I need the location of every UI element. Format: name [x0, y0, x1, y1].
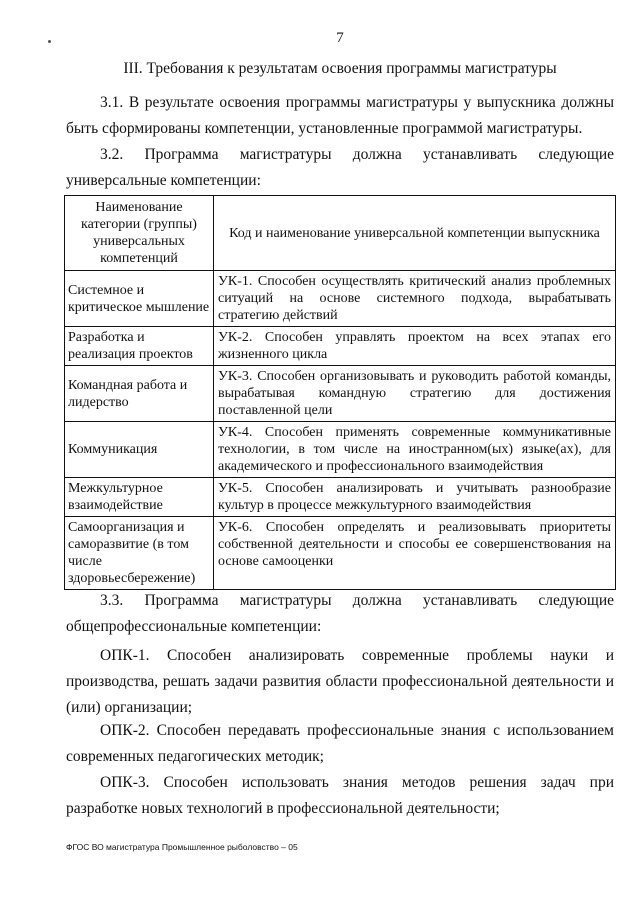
category-cell: Разработка и реализация проектов: [65, 327, 214, 366]
competence-cell: УК-4. Способен применять современные коммуникативные технологии, в том числе на иностранном(ых) языке(ах), для академического и профессионального взаимодействия: [214, 422, 616, 478]
scan-speck: [48, 40, 51, 43]
page-number: 7: [336, 30, 344, 46]
table-row: [65, 422, 616, 478]
header-category: Наименование категории (группы) универсальных компетенций: [65, 196, 214, 271]
opk-1-paragraph: ОПК-1. Способен анализировать современные проблемы науки и производства, решать задачи развития области профессиональной деятельности и (или) организации;: [66, 647, 614, 716]
paragraph-3-2: 3.2. Программа магистратуры должна устанавливать следующие универсальные компетенции:: [66, 146, 614, 189]
table-row: [65, 366, 616, 422]
competence-cell: УК-2. Способен управлять проектом на всех этапах его жизненного цикла: [214, 327, 616, 366]
footer-note: ФГОС ВО магистратура Промышленное рыболовство – 05: [66, 842, 298, 852]
table-row: [65, 478, 616, 517]
category-cell: Коммуникация: [65, 422, 214, 478]
competence-cell: УК-3. Способен организовывать и руководить работой команды, вырабатывая командную стратегию для достижения поставленной цели: [214, 366, 616, 422]
table-header-row: [65, 196, 616, 271]
category-cell: Системное и критическое мышление: [65, 271, 214, 327]
opk-3-paragraph: ОПК-3. Способен использовать знания методов решения задач при разработке новых технологий в профессиональной деятельности;: [66, 774, 614, 817]
universal-competencies-table: [64, 195, 616, 590]
table-row: [65, 517, 616, 590]
competence-cell: УК-5. Способен анализировать и учитывать разнообразие культур в процессе межкультурного взаимодействия: [214, 478, 616, 517]
paragraph-3-1: 3.1. В результате освоения программы магистратуры у выпускника должны быть сформированы компетенции, установленные программой магистратуры.: [66, 94, 614, 137]
competence-cell: УК-6. Способен определять и реализовывать приоритеты собственной деятельности и способы ее совершенствования на основе самооценки: [214, 517, 616, 590]
category-cell: Межкультурное взаимодействие: [65, 478, 214, 517]
header-competence: Код и наименование универсальной компетенции выпускника: [214, 196, 616, 271]
section-title: III. Требования к результатам освоения программы магистратуры: [123, 60, 557, 77]
category-cell: Самоорганизация и саморазвитие (в том числе здоровьесбережение): [65, 517, 214, 590]
opk-2-paragraph: ОПК-2. Способен передавать профессиональные знания с использованием современных педагогических методик;: [66, 722, 614, 765]
table-row: [65, 271, 616, 327]
table-row: [65, 327, 616, 366]
competence-cell: УК-1. Способен осуществлять критический анализ проблемных ситуаций на основе системного подхода, вырабатывать стратегию действий: [214, 271, 616, 327]
paragraph-3-3: 3.3. Программа магистратуры должна устанавливать следующие общепрофессиональные компетенции:: [66, 592, 614, 635]
category-cell: Командная работа и лидерство: [65, 366, 214, 422]
